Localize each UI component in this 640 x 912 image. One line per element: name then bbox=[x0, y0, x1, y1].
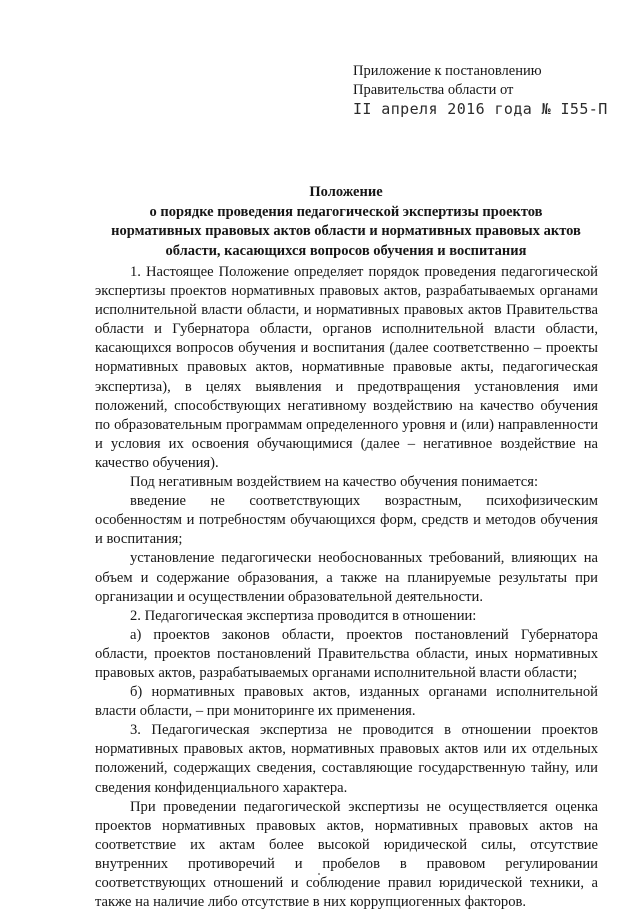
paragraph-1: 1. Настоящее Положение определяет порядок проведения педагогической экспертизы проектов нормативных правовых актов, разрабатываемых органами исполнительной власти области, и нормативных правовых актов Правительства области и Губернатора области, органов исполнительной власти области, касающихся вопросов обучения и воспитания (далее соответственно – проекты нормативных правовых актов, нормативные правовые акты, педагогическая экспертиза), в целях выявления и предотвращения установления ими положений, способствующих негативному воздействию на качество обучения по образовательным программам определенного уровня и (или) направленности и условия их освоения обучающимися (далее – негативное воздействие на качество обучения). bbox=[95, 264, 598, 471]
appendix-date-stamp: II апреля 2016 года № I55-П bbox=[353, 100, 608, 118]
appendix-line-1: Приложение к постановлению bbox=[353, 63, 542, 79]
paragraph-8: 3. Педагогическая экспертиза не проводится в отношении проектов нормативных правовых актов, нормативных правовых актов или их отдельных положений, содержащих сведения, составляющие государственную тайну, или сведения конфиденциального характера. bbox=[95, 722, 598, 796]
paragraph-2: Под негативным воздействием на качество обучения понимается: bbox=[130, 474, 539, 491]
paragraph-7: б) нормативных правовых актов, изданных органами исполнительной власти области, – при мониторинге их применения. bbox=[95, 684, 598, 720]
paragraph-9: При проведении педагогической экспертизы не осуществляется оценка проектов нормативных правовых актов, нормативных правовых актов на соответствие их актам более высокой юридической силы, отсутствие внутренних противоречий и пробелов в правовом регулировании соответствующих отношений и соблюдение правил юридической техники, а также на наличие либо отсутствие в них коррупциогенных факторов. bbox=[95, 798, 598, 911]
paragraph-4: установление педагогически необоснованных требований, влияющих на объем и содержание образования, а также на планируемые результаты при организации и осуществлении образовательной деятельности. bbox=[95, 550, 598, 605]
title-line-2: о порядке проведения педагогической экспертизы проектов bbox=[149, 203, 543, 220]
document-body bbox=[95, 263, 598, 912]
paragraph-6: а) проектов законов области, проектов постановлений Губернатора области, проектов постановлений Правительства области, иных нормативных правовых актов, разрабатываемых органами исполнительной власти области; bbox=[95, 626, 598, 681]
appendix-line-2: Правительства области от bbox=[353, 82, 514, 98]
title-line-3: нормативных правовых актов области и нормативных правовых актов bbox=[111, 223, 581, 239]
paragraph-3: введение не соответствующих возрастным, психофизическим особенностям и потребностям обучающихся форм, средств и методов обучения и воспитания; bbox=[95, 493, 598, 548]
title-line-4: области, касающихся вопросов обучения и воспитания bbox=[165, 242, 527, 259]
title-line-1: Положение bbox=[309, 184, 383, 200]
appendix-header bbox=[353, 62, 608, 119]
paragraph-5: 2. Педагогическая экспертиза проводится в отношении: bbox=[130, 607, 477, 624]
document-title bbox=[96, 183, 596, 261]
scan-speck bbox=[318, 873, 320, 875]
